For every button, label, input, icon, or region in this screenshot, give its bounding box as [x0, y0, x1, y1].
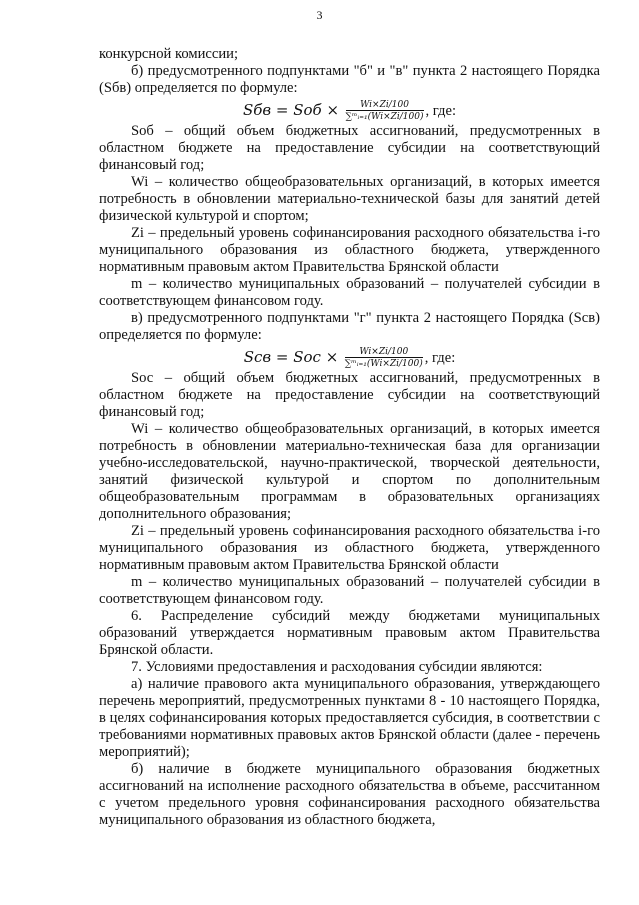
paragraph: m – количество муниципальных образований – получателей субсидии в соответствующем финансовом году.: [99, 276, 600, 309]
formula-numerator: Wi×Zi/100: [345, 347, 423, 358]
document-body: [99, 46, 600, 829]
formula-denominator: ∑ᵐᵢ₌₁(Wi×Zi/100): [344, 359, 423, 369]
formula-fraction: [345, 347, 423, 369]
paragraph: m – количество муниципальных образований – получателей субсидии в соответствующем финансовом году.: [99, 574, 600, 607]
formula-fraction: [346, 100, 424, 122]
formula-numerator: Wi×Zi/100: [346, 100, 424, 111]
paragraph: 6. Распределение субсидий между бюджетами муниципальных образований утверждается нормативным правовым актом Правительства Брянской области.: [99, 608, 600, 658]
paragraph: Wi – количество общеобразовательных организаций, в которых имеется потребность в обновлении материально-техническая база для организации учебно-исследовательской, научно-практической, творческой деятельности, занятий физической культурой и спортом по дополнительным общеобразовательным программам в образовательных организациях дополнительного образования;: [99, 421, 600, 522]
formula-suffix: , где:: [424, 350, 456, 366]
paragraph: Wi – количество общеобразовательных организаций, в которых имеется потребность в обновлении материально-технической базы для занятий детей физической культурой и спортом;: [99, 174, 600, 224]
formula-suffix: , где:: [425, 103, 457, 119]
page-number: 3: [316, 8, 323, 22]
formula-lhs: Sсв = Sос ×: [243, 348, 339, 366]
formula-denominator: ∑ᵐᵢ₌₁(Wi×Zi/100): [345, 112, 424, 122]
paragraph: Zi – предельный уровень софинансирования расходного обязательства i-го муниципального образования из областного бюджета, утвержденного нормативным правовым актом Правительства Брянской области: [99, 523, 600, 573]
paragraph: Sос – общий объем бюджетных ассигнований, предусмотренных в областном бюджете на предоставление субсидии на соответствующий финансовый год;: [99, 370, 600, 420]
formula-sbv: [99, 98, 600, 122]
paragraph: б) предусмотренного подпунктами "б" и "в" пункта 2 настоящего Порядка (Sбв) определяется по формуле:: [99, 63, 600, 96]
paragraph: б) наличие в бюджете муниципального образования бюджетных ассигнований на исполнение расходного обязательства в объеме, рассчитанном с учетом предельного уровня софинансирования расходного обязательства муниципального образования из областного бюджета,: [99, 761, 600, 828]
paragraph: 7. Условиями предоставления и расходования субсидии являются:: [131, 659, 543, 675]
paragraph: конкурсной комиссии;: [99, 46, 239, 62]
paragraph: в) предусмотренного подпунктами "г" пункта 2 настоящего Порядка (Sсв) определяется по формуле:: [99, 310, 600, 343]
formula-scv: [99, 345, 600, 369]
formula-lhs: Sбв = Sоб ×: [242, 101, 340, 119]
paragraph: а) наличие правового акта муниципального образования, утверждающего перечень мероприятий, предусмотренных пунктами 8 - 10 настоящего Порядка, в целях софинансирования которых предоставляется субсидия, в соответствии с требованиями нормативных правовых актов Брянской области (далее - перечень мероприятий);: [99, 676, 600, 760]
paragraph: Zi – предельный уровень софинансирования расходного обязательства i-го муниципального образования из областного бюджета, утвержденного нормативным правовым актом Правительства Брянской области: [99, 225, 600, 275]
paragraph: Sоб – общий объем бюджетных ассигнований, предусмотренных в областном бюджете на предоставление субсидии на соответствующий финансовый год;: [99, 123, 600, 173]
